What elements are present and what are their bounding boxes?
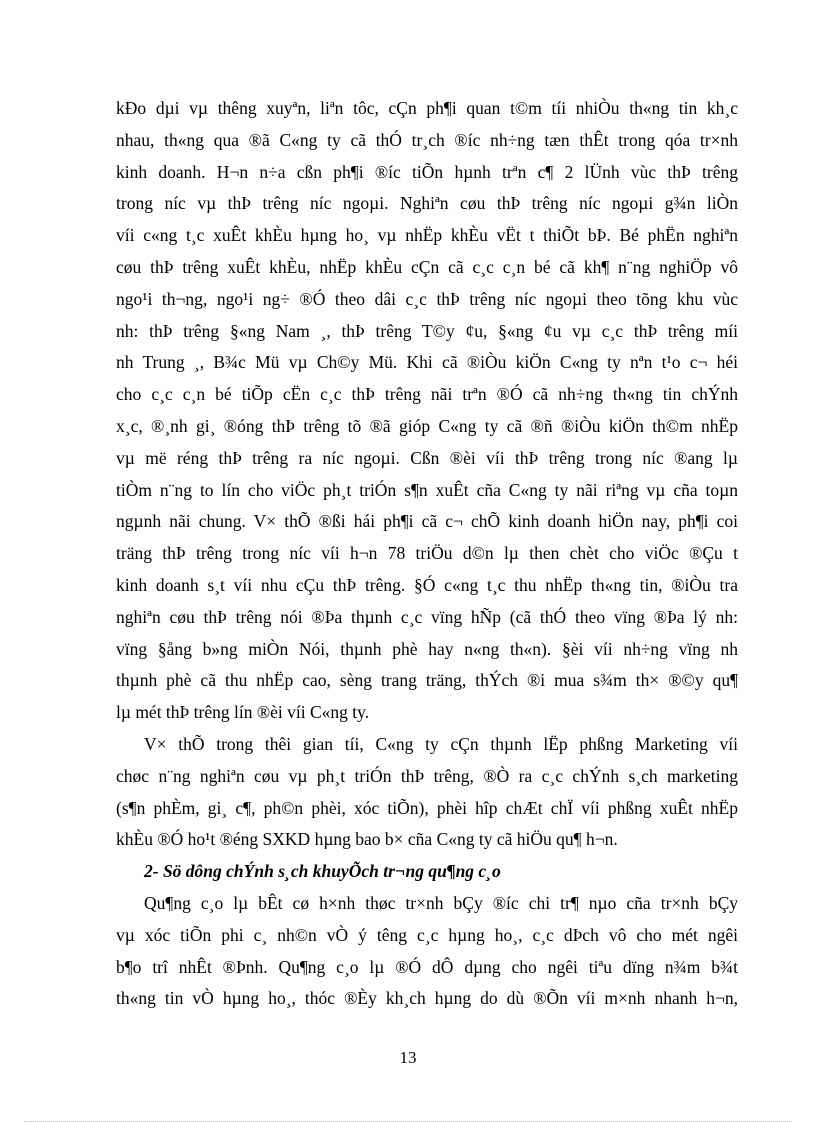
body-text: [116, 93, 738, 1015]
paragraph-3: [116, 888, 738, 1015]
text-line: V× thÕ trong thêi gian tíi, C«ng ty cÇn thµnh lËp phßng Marketing víi: [144, 733, 738, 754]
text-line: kÐo dµi vµ thêng xuyªn, liªn tôc, cÇn ph¶i quan t©m tíi nhiÒu th«ng tin kh¸c: [116, 98, 738, 118]
text-line: b¶o trî nhÊt ®Þnh. Qu¶ng c¸o lµ ®Ó dÔ dµng cho ngêi tiªu dïng n¾m b¾t: [116, 956, 738, 977]
text-line: x¸c, ®¸nh gi¸ ®óng thÞ trêng tõ ®ã gióp C«ng ty cã ®ñ ®iÒu kiÖn th©m nhËp: [116, 415, 738, 436]
text-line: tiÒm n¨ng to lín cho viÖc ph¸t triÓn s¶n xuÊt cña C«ng ty nãi riªng vµ cña toµn: [116, 479, 738, 500]
page-number: 13: [399, 1048, 417, 1067]
text-line: träng thÞ trêng trong níc víi h¬n 78 triÖu d©n lµ then chèt cho viÖc ®Çu t: [116, 543, 738, 564]
text-line: Qu¶ng c¸o lµ bÊt cø h×nh thøc tr×nh bÇy ®íc chi tr¶ nµo cña tr×nh bÇy: [144, 892, 738, 913]
text-line: víi c«ng t¸c xuÊt khÈu hµng ho¸ vµ nhËp khÈu vËt t thiÕt bÞ. Bé phËn nghiªn: [116, 225, 738, 246]
text-line: lµ mét thÞ trêng lín ®èi víi C«ng ty.: [116, 702, 370, 723]
text-line: kinh doanh s¸t víi nhu cÇu thÞ trêng. §Ó c«ng t¸c thu nhËp th«ng tin, ®iÒu tra: [116, 574, 738, 595]
text-line: vïng §ång b»ng miÒn Nói, thµnh phè hay n«ng th«n). §èi víi nh÷ng vïng nh: [116, 638, 738, 659]
paragraph-2: [116, 729, 738, 856]
text-line: nh: thÞ trêng §«ng Nam ¸, thÞ trêng T©y ¢u, §«ng ¢u vµ c¸c thÞ trêng míi: [116, 320, 738, 341]
text-line: ngo¹i th¬ng, ngo¹i ng÷ ®Ó theo dâi c¸c thÞ trêng níc ngoµi theo tõng khu vùc: [116, 288, 738, 309]
text-line: th«ng tin vÒ hµng ho¸, thóc ®Èy kh¸ch hµng do dù ®Õn víi m×nh nhanh h¬n,: [116, 988, 738, 1009]
section-heading: 2- Sö dông chÝnh s¸ch khuyÕch tr¬ng qu¶ng c¸o: [144, 861, 501, 882]
text-line: (s¶n phÈm, gi¸ c¶, ph©n phèi, xóc tiÕn), phèi hîp chÆt chÏ víi phßng xuÊt nhËp: [116, 797, 738, 818]
text-line: nh Trung ¸, B¾c Mü vµ Ch©y Mü. Khi cã ®iÒu kiÖn C«ng ty nªn t¹o c¬ héi: [116, 352, 738, 373]
text-line: trong níc vµ thÞ trêng níc ngoµi. Nghiªn cøu thÞ trêng níc ngoµi g¾n liÒn: [116, 193, 738, 214]
paragraph-1: [116, 93, 738, 729]
text-line: nhau, th«ng qua ®ã C«ng ty cã thÓ tr¸ch ®íc nh÷ng tæn thÊt trong qóa tr×nh: [116, 129, 738, 150]
text-line: vµ xóc tiÕn phi c¸ nh©n vÒ ý têng c¸c hµng ho¸, c¸c dÞch vô cho mét ngêi: [116, 924, 738, 945]
text-line: nghiªn cøu thÞ trêng nói ®Þa thµnh c¸c vïng hÑp (cã thÓ theo vïng ®Þa lý nh:: [116, 606, 738, 627]
text-line: ngµnh nãi chung. V× thÕ ®ßi hái ph¶i cã c¬ chÕ kinh doanh hiÖn nay, ph¶i coi: [116, 511, 738, 532]
text-line: cho c¸c c¸n bé tiÕp cËn c¸c thÞ trêng nãi trªn ®Ó cã nh÷ng th«ng tin chÝnh: [116, 384, 738, 405]
text-line: khÈu ®Ó ho¹t ®éng SXKD hµng bao b× cña C«ng ty cã hiÖu qu¶ h¬n.: [116, 829, 618, 850]
text-line: kinh doanh. H¬n n÷a cßn ph¶i ®íc tiÕn hµnh trªn c¶ 2 lÜnh vùc thÞ trêng: [116, 161, 738, 182]
text-line: chøc n¨ng nghiªn cøu vµ ph¸t triÓn thÞ trêng, ®Ò ra c¸c chÝnh s¸ch marketing: [116, 765, 738, 786]
page-bottom-divider: [24, 1121, 792, 1122]
text-line: thµnh phè cã thu nhËp cao, sèng trang träng, thÝch ®i mua s¾m th× ®©y qu¶: [116, 670, 738, 691]
text-line: cøu thÞ trêng xuÊt khÈu, nhËp khÈu cÇn cã c¸c c¸n bé cã kh¶ n¨ng nghiÖp vô: [116, 256, 738, 277]
text-line: vµ më réng thÞ trêng ra níc ngoµi. Cßn ®èi víi thÞ trêng trong níc ®ang lµ: [116, 447, 738, 468]
